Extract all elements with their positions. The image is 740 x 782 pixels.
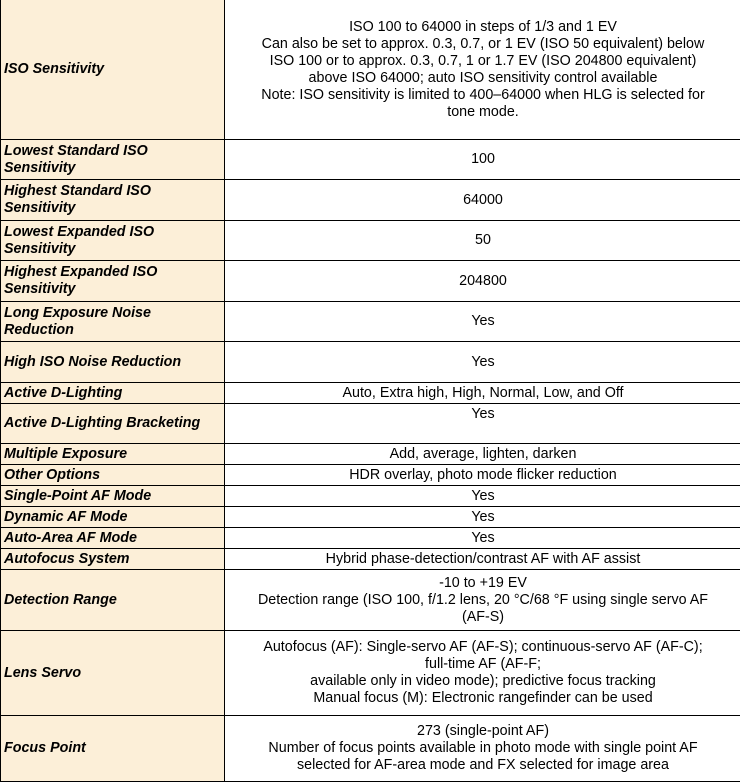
table-row <box>1 716 740 782</box>
row-label: Active D-Lighting <box>1 383 225 404</box>
table-row <box>1 0 740 140</box>
table-row <box>1 549 740 570</box>
row-label: ISO Sensitivity <box>1 0 225 140</box>
row-value: Yes <box>225 528 740 549</box>
row-label: Auto-Area AF Mode <box>1 528 225 549</box>
row-label: Multiple Exposure <box>1 444 225 465</box>
table-row <box>1 404 740 444</box>
table-row <box>1 302 740 342</box>
row-value: Add, average, lighten, darken <box>225 444 740 465</box>
row-label: Autofocus System <box>1 549 225 570</box>
table-row <box>1 383 740 404</box>
row-value: Yes <box>225 404 740 444</box>
table-row <box>1 221 740 261</box>
table-row <box>1 465 740 486</box>
table-row <box>1 486 740 507</box>
row-value: Yes <box>225 507 740 528</box>
table-row <box>1 631 740 716</box>
row-label: Other Options <box>1 465 225 486</box>
row-label: Lens Servo <box>1 631 225 716</box>
row-label: Lowest Expanded ISO Sensitivity <box>1 221 225 261</box>
row-value: 100 <box>225 140 740 180</box>
table-row <box>1 507 740 528</box>
row-value: Hybrid phase-detection/contrast AF with AF assist <box>225 549 740 570</box>
table-row <box>1 528 740 549</box>
table-row <box>1 180 740 221</box>
row-value: ISO 100 to 64000 in steps of 1/3 and 1 EV Can also be set to approx. 0.3, 0.7, or 1 EV (ISO 50 equivalent) below ISO 100 or to approx. 0.3, 0.7, 1 or 1.7 EV (ISO 204800 equivalent) above ISO 64000; auto ISO sensitivity control available Note: ISO sensitivity is limited to 400–64000 when HLG is selected for tone mode. <box>225 0 740 140</box>
row-label: Lowest Standard ISO Sensitivity <box>1 140 225 180</box>
row-label: Detection Range <box>1 570 225 631</box>
table-row <box>1 261 740 302</box>
row-value: Yes <box>225 302 740 342</box>
row-label: High ISO Noise Reduction <box>1 342 225 383</box>
row-label: Single-Point AF Mode <box>1 486 225 507</box>
row-value: Auto, Extra high, High, Normal, Low, and Off <box>225 383 740 404</box>
table-row <box>1 444 740 465</box>
row-label: Highest Standard ISO Sensitivity <box>1 180 225 221</box>
row-label: Long Exposure Noise Reduction <box>1 302 225 342</box>
row-value: Yes <box>225 342 740 383</box>
row-value: -10 to +19 EV Detection range (ISO 100, f/1.2 lens, 20 °C/68 °F using single servo AF (AF-S) <box>225 570 740 631</box>
table-row <box>1 140 740 180</box>
table-row <box>1 570 740 631</box>
row-label: Highest Expanded ISO Sensitivity <box>1 261 225 302</box>
row-value: HDR overlay, photo mode flicker reduction <box>225 465 740 486</box>
row-label: Active D-Lighting Bracketing <box>1 404 225 444</box>
table-row <box>1 342 740 383</box>
row-value: 273 (single-point AF) Number of focus points available in photo mode with single point AF selected for AF-area mode and FX selected for image area <box>225 716 740 782</box>
row-value: 204800 <box>225 261 740 302</box>
row-value: 50 <box>225 221 740 261</box>
row-value: Autofocus (AF): Single-servo AF (AF-S); continuous-servo AF (AF-C); full-time AF (AF-F; available only in video mode); predictive focus tracking Manual focus (M): Electronic rangefinder can be used <box>225 631 740 716</box>
row-label: Focus Point <box>1 716 225 782</box>
row-label: Dynamic AF Mode <box>1 507 225 528</box>
row-value: Yes <box>225 486 740 507</box>
row-value: 64000 <box>225 180 740 221</box>
